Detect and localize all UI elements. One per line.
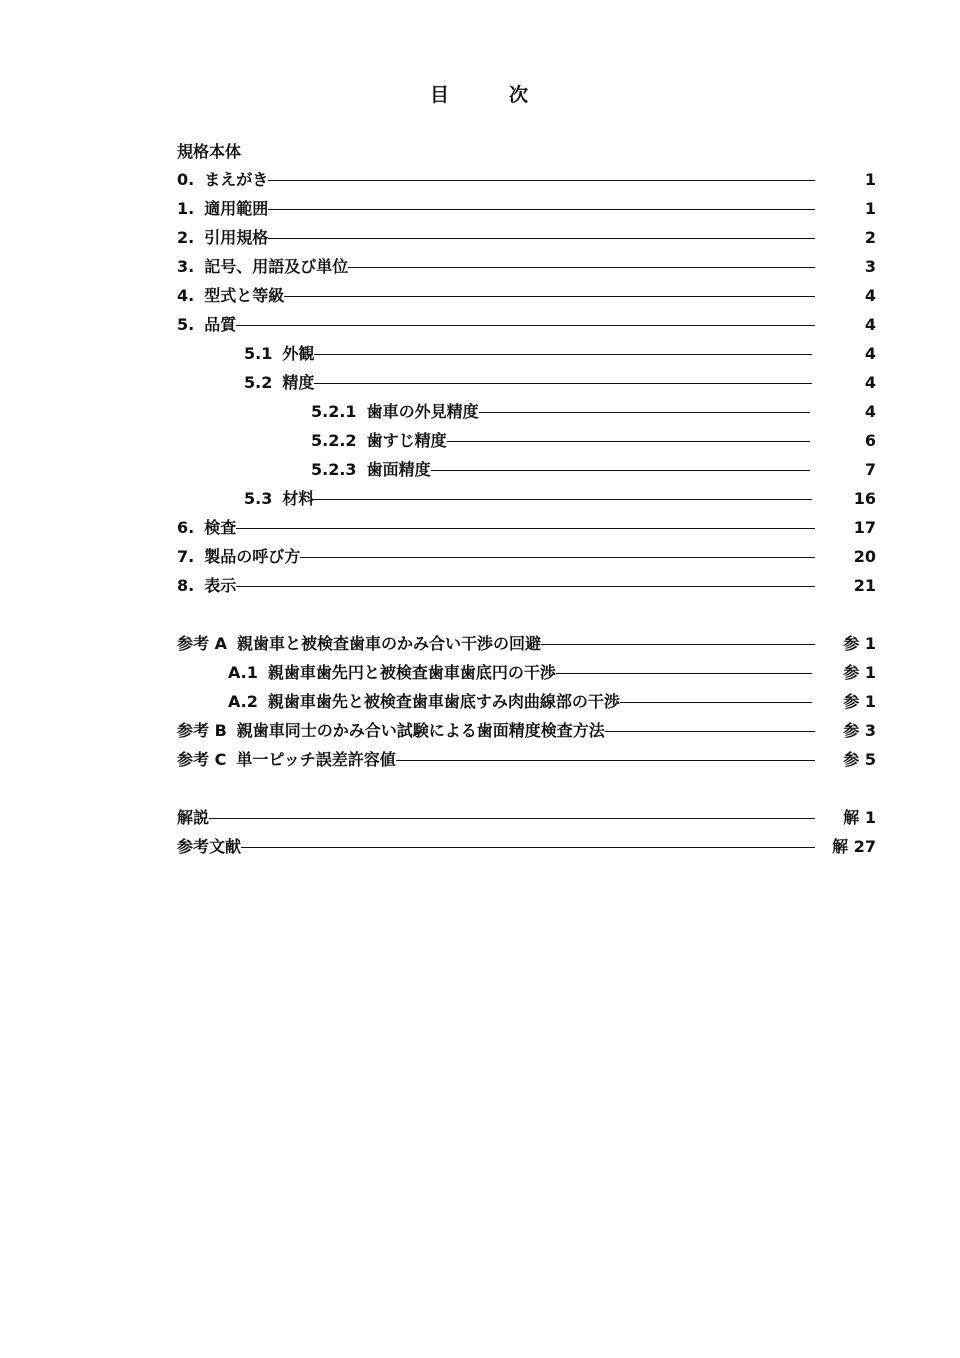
toc-entry-title: 引用規格	[204, 228, 269, 247]
toc-entry-number: 5.2	[244, 373, 273, 392]
toc-leader-line	[236, 325, 815, 326]
toc-entry-number: 3.	[177, 257, 195, 276]
toc-entry-label	[177, 632, 541, 656]
toc-entry	[0, 255, 960, 279]
toc-entry-title: 親歯車同士のかみ合い試験による歯面精度検査方法	[236, 721, 605, 740]
toc-entry-number: 1.	[177, 199, 195, 218]
toc-entry-number: 5.2.3	[311, 460, 357, 479]
toc-leader-line	[236, 528, 815, 529]
toc-entry-number: A.1	[228, 663, 258, 682]
toc-entry-number: 6.	[177, 518, 195, 537]
toc-entry	[0, 400, 960, 424]
toc-entry-label	[177, 574, 236, 598]
toc-leader-line	[605, 731, 815, 732]
toc-entry-label	[244, 342, 314, 366]
toc-entry-title: 親歯車歯先円と被検査歯車歯底円の干渉	[267, 663, 556, 682]
toc-entry-title: 精度	[282, 373, 315, 392]
toc-entry-label	[177, 313, 236, 337]
toc-leader-line	[541, 644, 815, 645]
toc-entry-page: 3	[864, 257, 876, 276]
toc-entry	[0, 226, 960, 250]
toc-entry-page: 4	[864, 373, 876, 392]
toc-entry-title: 記号、用語及び単位	[204, 257, 349, 276]
toc-entry-title: 単一ピッチ誤差許容値	[236, 750, 396, 769]
toc-leader-line	[447, 441, 810, 442]
toc-entry-title: 外観	[282, 344, 315, 363]
toc-leader-line	[209, 818, 815, 819]
toc-entry-number: 参考 A	[177, 634, 227, 653]
toc-entry-title: 歯面精度	[366, 460, 431, 479]
toc-leader-line	[314, 354, 812, 355]
toc-entry-label	[177, 806, 209, 830]
toc-entry-label	[177, 255, 348, 279]
toc-entry-page: 1	[864, 199, 876, 218]
toc-entry-label	[311, 429, 447, 453]
toc-entry-page: 17	[853, 518, 876, 537]
toc-entry-label	[311, 400, 479, 424]
toc-entry-label	[177, 284, 284, 308]
toc-entry	[0, 313, 960, 337]
toc-leader-line	[314, 499, 812, 500]
toc-entry-label	[228, 690, 620, 714]
toc-entry	[0, 545, 960, 569]
toc-entry	[0, 429, 960, 453]
toc-entry-label	[177, 516, 236, 540]
toc-entry-number: 5.	[177, 315, 195, 334]
toc-leader-line	[236, 586, 815, 587]
toc-entry-title: 参考文献	[177, 837, 242, 856]
toc-entry	[0, 516, 960, 540]
toc-leader-line	[348, 267, 815, 268]
toc-entry-label	[177, 719, 605, 743]
toc-entry-number: 5.2.1	[311, 402, 357, 421]
toc-entry-page: 参 1	[843, 634, 876, 653]
toc-leader-line	[268, 180, 815, 181]
toc-leader-line	[431, 470, 810, 471]
toc-entry-number: 5.3	[244, 489, 273, 508]
toc-entry-page: 20	[853, 547, 876, 566]
toc-entry	[0, 371, 960, 395]
toc-entry-title: 検査	[204, 518, 237, 537]
toc-leader-line	[556, 673, 812, 674]
toc-entry-page: 4	[864, 315, 876, 334]
toc-leader-line	[241, 847, 815, 848]
toc-entry	[0, 342, 960, 366]
toc-entry-label	[177, 226, 268, 250]
toc-entry-title: 品質	[204, 315, 237, 334]
toc-entry	[0, 574, 960, 598]
toc-entry-number: A.2	[228, 692, 258, 711]
toc-entry	[0, 661, 960, 685]
toc-entry	[0, 806, 960, 830]
toc-entry-page: 参 1	[843, 692, 876, 711]
toc-entry-title: 材料	[282, 489, 315, 508]
toc-entry	[0, 719, 960, 743]
toc-entry	[0, 197, 960, 221]
toc-entry-page: 解 1	[843, 808, 876, 827]
toc-entry-number: 5.2.2	[311, 431, 357, 450]
toc-entry-title: 親歯車と被検査歯車のかみ合い干渉の回避	[236, 634, 541, 653]
toc-entry	[0, 632, 960, 656]
toc-entry-page: 参 3	[843, 721, 876, 740]
toc-entry-page: 4	[864, 402, 876, 421]
toc-entry-title: 親歯車歯先と被検査歯車歯底すみ肉曲線部の干渉	[267, 692, 620, 711]
toc-entry-page: 7	[864, 460, 876, 479]
toc-entry	[0, 284, 960, 308]
toc-entry-title: 表示	[204, 576, 237, 595]
toc-entry-number: 4.	[177, 286, 195, 305]
title-left: 目	[429, 84, 451, 106]
toc-entry	[0, 835, 960, 859]
toc-leader-line	[479, 412, 810, 413]
toc-entry-page: 解 27	[832, 837, 876, 856]
toc-entry-page: 4	[864, 286, 876, 305]
toc-leader-line	[268, 209, 815, 210]
toc-entry-label	[177, 835, 241, 859]
section-heading: 規格本体	[177, 142, 242, 161]
toc-entry-page: 16	[853, 489, 876, 508]
toc-entry-title: 歯車の外見精度	[366, 402, 479, 421]
toc-leader-line	[284, 296, 815, 297]
toc-entry	[0, 458, 960, 482]
toc-entry-page: 参 1	[843, 663, 876, 682]
toc-entry-number: 5.1	[244, 344, 273, 363]
toc-entry-number: 0.	[177, 170, 195, 189]
toc-entry-title: 型式と等級	[204, 286, 285, 305]
toc-entry-page: 6	[864, 431, 876, 450]
toc-leader-line	[396, 760, 815, 761]
toc-entry-label	[311, 458, 431, 482]
toc-leader-line	[300, 557, 815, 558]
toc-entry-page: 2	[864, 228, 876, 247]
toc-entry-page: 1	[864, 170, 876, 189]
toc-leader-line	[620, 702, 812, 703]
toc-entry-number: 参考 B	[177, 721, 227, 740]
toc-entry-label	[177, 168, 268, 192]
toc-entry-page: 参 5	[843, 750, 876, 769]
toc-entry-number: 8.	[177, 576, 195, 595]
toc-entry-page: 21	[853, 576, 876, 595]
toc-leader-line	[268, 238, 815, 239]
page-title	[0, 80, 960, 107]
toc-entry-number: 2.	[177, 228, 195, 247]
toc-entry	[0, 487, 960, 511]
toc-entry-label	[228, 661, 556, 685]
toc-entry-label	[177, 748, 396, 772]
toc-entry	[0, 690, 960, 714]
toc-entry-number: 7.	[177, 547, 195, 566]
toc-entry-label	[177, 545, 300, 569]
toc-leader-line	[314, 383, 812, 384]
toc-entry-number: 参考 C	[177, 750, 227, 769]
toc-entry-label	[177, 197, 268, 221]
toc-entry-label	[244, 487, 314, 511]
toc-entry-title: 適用範囲	[204, 199, 269, 218]
toc-entry-title: 解説	[177, 808, 210, 827]
toc-entry-title: 歯すじ精度	[366, 431, 447, 450]
toc-entry-title: 製品の呼び方	[204, 547, 301, 566]
toc-entry-page: 4	[864, 344, 876, 363]
toc-entry-title: まえがき	[204, 170, 269, 189]
toc-entry	[0, 748, 960, 772]
title-right: 次	[509, 84, 531, 106]
toc-entry-label	[244, 371, 314, 395]
toc-entry	[0, 168, 960, 192]
